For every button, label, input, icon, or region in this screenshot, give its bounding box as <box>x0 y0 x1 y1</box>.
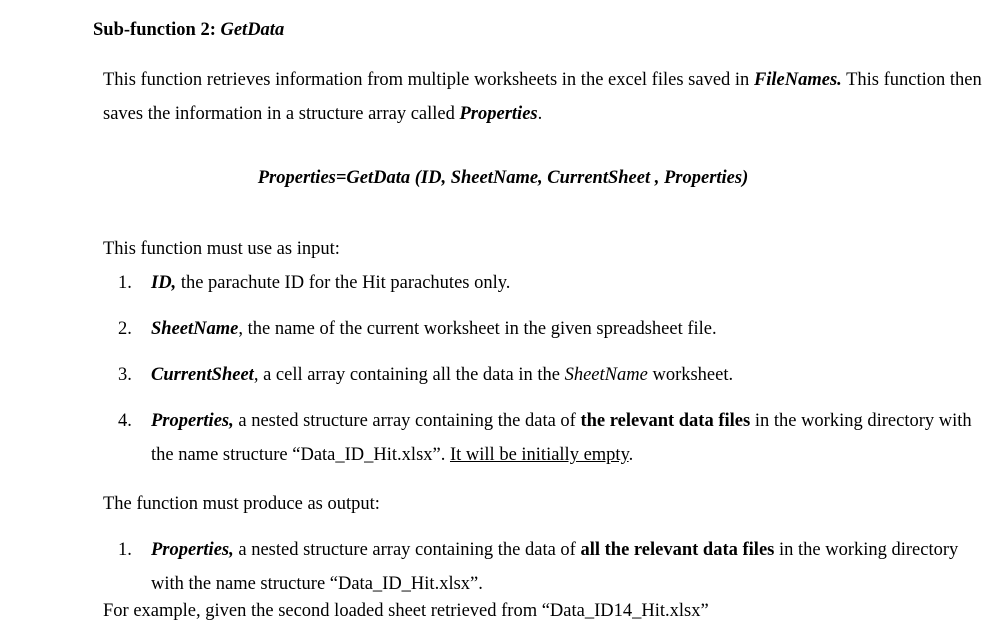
input-description: the parachute ID for the Hit parachutes only. <box>176 273 511 293</box>
list-number: 1. <box>118 540 132 560</box>
output-term: Properties, <box>151 540 234 560</box>
input-description-mid: in the working directory with the name structure “Data_ID_Hit.xlsx”. <box>151 411 972 465</box>
filenames-term: FileNames. <box>753 70 842 90</box>
input-term: CurrentSheet <box>151 365 254 385</box>
heading-prefix: Sub-function 2: <box>93 20 221 40</box>
output-description: a nested structure array containing the data of <box>233 540 581 560</box>
intro-text-1: This function retrieves information from multiple worksheets in the excel files saved in <box>103 70 754 90</box>
list-number: 3. <box>118 365 132 385</box>
cutoff-line: For example, given the second loaded sheet retrieved from “Data_ID14_Hit.xlsx” <box>103 601 709 621</box>
sheetname-italic: SheetName <box>564 365 648 385</box>
input-item-1 <box>118 266 978 300</box>
function-name: GetData <box>220 20 285 40</box>
relevant-files-bold: the relevant data files <box>580 411 751 431</box>
input-description: a nested structure array containing the data of <box>233 411 581 431</box>
input-description: , the name of the current worksheet in the given spreadsheet file. <box>238 319 717 339</box>
input-description: , a cell array containing all the data in the <box>253 365 565 385</box>
input-description-end: . <box>628 445 634 465</box>
section-heading <box>93 20 284 41</box>
input-term: Properties, <box>151 411 234 431</box>
list-number: 4. <box>118 411 132 431</box>
intro-paragraph <box>103 63 983 131</box>
properties-term: Properties <box>459 104 538 124</box>
intro-text-2: This function then saves the information in a structure array called <box>103 70 982 124</box>
list-number: 1. <box>118 273 132 293</box>
function-signature: Properties=GetData (ID, SheetName, CurrentSheet , Properties) <box>257 168 749 188</box>
intro-text-3: . <box>537 104 543 124</box>
list-number: 2. <box>118 319 132 339</box>
output-intro: The function must produce as output: <box>103 494 380 514</box>
input-term: ID, <box>151 273 177 293</box>
output-item-1 <box>118 533 978 601</box>
output-description-end: in the working directory with the name structure “Data_ID_Hit.xlsx”. <box>151 540 959 594</box>
input-description-end: worksheet. <box>647 365 734 385</box>
all-relevant-files-bold: all the relevant data files <box>580 540 775 560</box>
input-item-4 <box>118 404 978 472</box>
input-item-3 <box>118 358 978 392</box>
initially-empty-note: It will be initially empty <box>449 445 629 465</box>
input-term: SheetName <box>151 319 239 339</box>
input-intro: This function must use as input: <box>103 239 340 259</box>
input-item-2 <box>118 312 978 346</box>
